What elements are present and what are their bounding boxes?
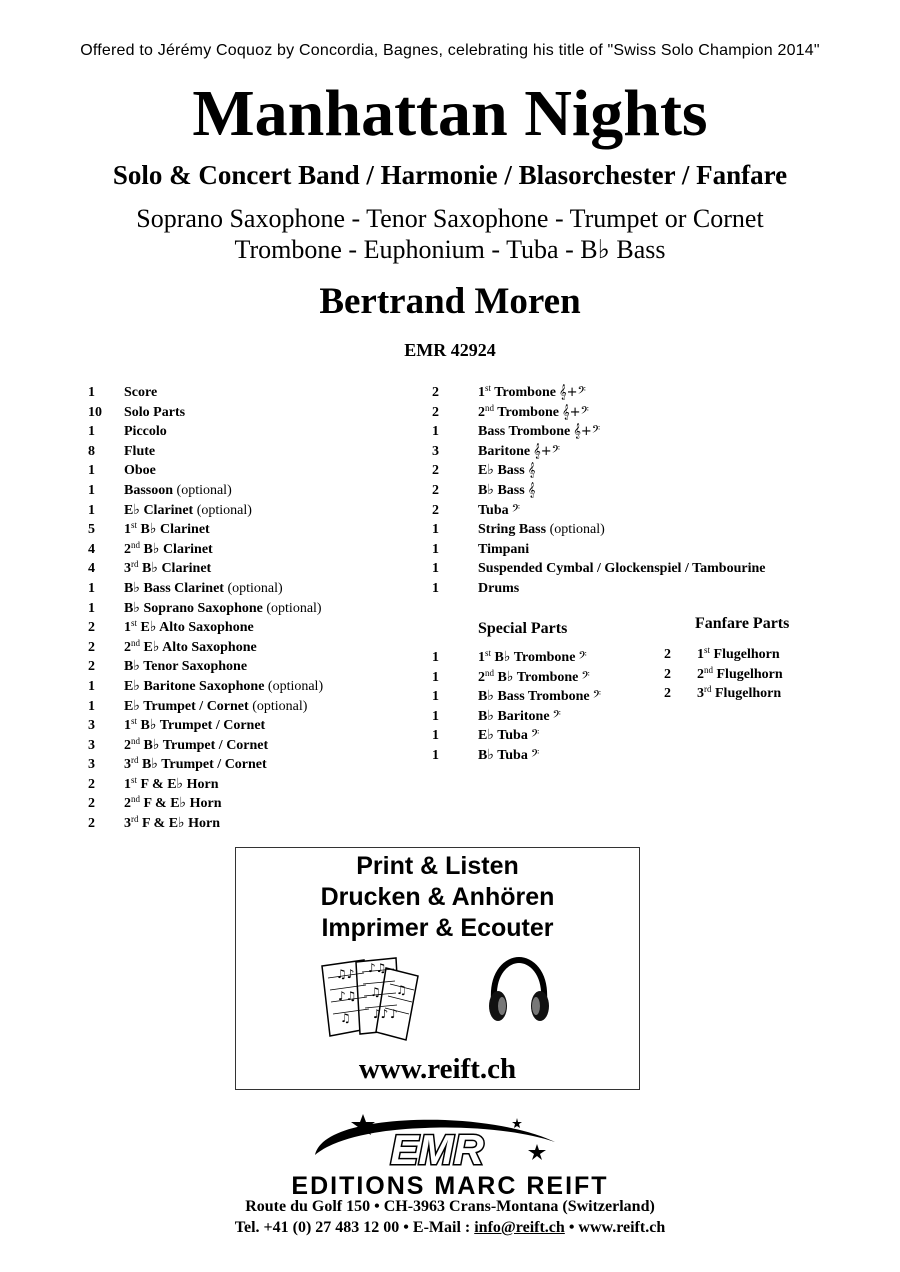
part-row: [664, 645, 844, 665]
part-name: B♭ Trumpet / Cornet: [140, 737, 269, 753]
headphones-icon: [484, 956, 554, 1031]
part-row: [432, 559, 812, 579]
part-row: [432, 501, 812, 521]
part-ordinal-suffix: rd: [131, 814, 139, 825]
part-quantity: 8: [88, 443, 95, 459]
part-name: Suspended Cymbal / Glockenspiel / Tambourine: [478, 561, 766, 577]
part-row: [88, 403, 408, 423]
part-ordinal: 1: [697, 647, 704, 662]
svg-text:♫: ♫: [396, 983, 407, 997]
part-name: E♭ Alto Saxophone: [140, 639, 257, 655]
part-note: (optional): [193, 502, 252, 518]
promo-line-german: Drucken & Anhören: [320, 883, 555, 911]
part-quantity: 10: [88, 404, 102, 420]
part-quantity: 2: [88, 639, 95, 655]
catalog-number: EMR 42924: [404, 340, 496, 360]
promo-line-french: Imprimer & Ecouter: [321, 914, 554, 942]
part-ordinal: 3: [697, 686, 704, 702]
part-name: B♭ Trumpet / Cornet: [137, 718, 266, 734]
part-row: [88, 775, 408, 795]
composer-name: Bertrand Moren: [319, 281, 581, 322]
part-ordinal-suffix: st: [704, 645, 711, 655]
part-name: B♭ Clarinet: [140, 541, 213, 557]
part-row: [432, 746, 632, 766]
part-ordinal: 2: [478, 404, 485, 420]
part-row: [88, 657, 408, 677]
part-ordinal: 2: [124, 639, 131, 655]
part-row: [88, 422, 408, 442]
part-name: B♭ Bass Trombone: [478, 689, 590, 705]
clef-icon: 𝄢: [530, 747, 540, 763]
contact-email-link[interactable]: info@reift.ch: [474, 1219, 565, 1236]
part-note: (optional): [248, 698, 308, 714]
part-name: Solo Parts: [124, 404, 186, 420]
publisher-contact: [0, 1219, 900, 1237]
part-ordinal-suffix: nd: [131, 794, 140, 805]
part-quantity: 2: [432, 482, 439, 498]
part-row: [88, 716, 408, 736]
part-name: B♭ Clarinet: [137, 522, 210, 538]
part-quantity: 1: [432, 669, 439, 685]
part-ordinal-suffix: st: [485, 648, 492, 658]
clef-icon: 𝄞+𝄢: [558, 385, 586, 400]
part-row: [432, 687, 632, 707]
part-quantity: 2: [88, 776, 95, 792]
part-ordinal-suffix: st: [131, 774, 138, 785]
part-row: [88, 814, 408, 834]
part-row: [88, 638, 408, 658]
svg-text:♪♪: ♪♪: [373, 1007, 389, 1021]
part-row: [88, 501, 408, 521]
part-row: [432, 540, 812, 560]
part-row: [88, 579, 408, 599]
part-ordinal-suffix: rd: [704, 684, 712, 695]
part-ordinal-suffix: nd: [131, 735, 140, 746]
contact-phone: Tel. +41 (0) 27 483 12 00 • E-Mail :: [234, 1219, 475, 1236]
part-ordinal-suffix: nd: [704, 664, 713, 675]
part-quantity: 1: [432, 561, 439, 577]
part-quantity: 2: [664, 686, 671, 702]
sheet-music-icon: [318, 956, 423, 1041]
svg-text:♪: ♪: [390, 1007, 398, 1021]
part-note: (optional): [262, 600, 322, 616]
part-row: [88, 677, 408, 697]
svg-text:♪♫: ♪♫: [368, 961, 387, 975]
part-row: [88, 794, 408, 814]
clef-icon: 𝄢: [552, 708, 561, 724]
part-quantity: 5: [88, 522, 95, 538]
part-ordinal: 1: [124, 522, 131, 538]
clef-icon: 𝄢: [592, 689, 601, 705]
part-name: Score: [124, 385, 158, 400]
part-quantity: 2: [88, 796, 95, 812]
part-name: B♭ Bass Clarinet: [124, 580, 224, 596]
fanfare-parts-heading: Fanfare Parts: [695, 615, 790, 632]
publisher-address: Route du Golf 150 • CH-3963 Crans-Montana (Switzerland): [245, 1198, 655, 1215]
clef-icon: 𝄞+𝄢: [533, 443, 561, 459]
clef-icon: 𝄞: [527, 463, 536, 479]
part-row: [88, 520, 408, 540]
part-name: B♭ Tuba: [478, 747, 528, 763]
part-quantity: 1: [432, 728, 439, 744]
part-quantity: 3: [88, 737, 95, 753]
part-name: Baritone: [478, 443, 531, 459]
part-quantity: 1: [432, 541, 439, 557]
clef-icon: 𝄢: [581, 669, 590, 685]
part-ordinal: 3: [124, 757, 131, 773]
part-row: [432, 579, 812, 599]
part-name: B♭ Trombone: [491, 650, 576, 665]
special-parts-heading: Special Parts: [478, 620, 568, 637]
svg-text:♫♪: ♫♪: [336, 967, 355, 981]
part-name: Oboe: [124, 463, 156, 479]
part-quantity: 1: [88, 698, 95, 714]
part-quantity: 2: [664, 647, 671, 662]
part-quantity: 2: [664, 666, 671, 682]
part-ordinal-suffix: nd: [131, 637, 140, 648]
part-name: Drums: [478, 580, 520, 596]
parts-list-left: [88, 383, 408, 834]
part-name: E♭ Trumpet / Cornet: [124, 698, 249, 714]
part-row: [432, 520, 812, 540]
promo-website-url[interactable]: www.reift.ch: [358, 1053, 517, 1085]
part-name: Trombone: [491, 385, 556, 400]
part-name: Piccolo: [124, 424, 167, 440]
part-name: B♭ Clarinet: [138, 561, 212, 577]
svg-text:♪♫: ♪♫: [338, 989, 357, 1003]
part-row: [432, 707, 632, 727]
part-ordinal-suffix: rd: [131, 755, 139, 766]
part-row: [88, 442, 408, 462]
print-listen-box: [235, 847, 640, 1090]
fanfare-parts-list: [664, 645, 844, 704]
part-name: Bass Trombone: [478, 424, 571, 440]
part-ordinal-suffix: nd: [131, 539, 140, 550]
part-quantity: 4: [88, 561, 95, 577]
part-name: Flugelhorn: [713, 666, 783, 682]
svg-text:♫: ♫: [340, 1011, 351, 1025]
part-row: [432, 422, 812, 442]
part-quantity: 2: [432, 502, 439, 518]
part-row: [664, 684, 844, 704]
part-name: Bassoon: [124, 482, 174, 498]
part-note: (optional): [223, 580, 283, 596]
clef-icon: 𝄢: [578, 650, 587, 665]
part-name: E♭ Alto Saxophone: [137, 620, 254, 636]
clef-icon: 𝄞: [527, 482, 536, 498]
part-quantity: 1: [88, 600, 95, 616]
part-quantity: 1: [88, 580, 95, 596]
page-title: Manhattan Nights: [192, 77, 708, 150]
part-quantity: 2: [432, 385, 439, 400]
part-name: Trombone: [494, 404, 559, 420]
part-quantity: 1: [432, 522, 439, 538]
part-row: [88, 481, 408, 501]
part-name: Flugelhorn: [710, 647, 780, 662]
part-quantity: 1: [88, 482, 95, 498]
part-quantity: 1: [88, 424, 95, 440]
part-quantity: 1: [432, 580, 439, 596]
part-quantity: 1: [432, 424, 439, 440]
contact-website: • www.reift.ch: [564, 1219, 666, 1236]
part-note: (optional): [264, 678, 324, 694]
part-row: [88, 540, 408, 560]
part-quantity: 2: [432, 404, 439, 420]
part-name: B♭ Tenor Saxophone: [124, 659, 248, 675]
part-row: [432, 442, 812, 462]
part-quantity: 3: [432, 443, 439, 459]
part-name: E♭ Baritone Saxophone: [124, 678, 265, 694]
part-row: [88, 461, 408, 481]
part-ordinal-suffix: st: [485, 383, 492, 393]
part-name: Tuba: [478, 502, 509, 518]
parts-list-right: [432, 383, 812, 599]
part-quantity: 2: [432, 463, 439, 479]
part-row: [432, 383, 812, 403]
part-ordinal: 1: [124, 718, 131, 734]
part-quantity: 1: [432, 747, 439, 763]
part-ordinal: 3: [124, 816, 131, 832]
part-quantity: 4: [88, 541, 95, 557]
emr-logo-text: EMR: [390, 1126, 484, 1172]
part-ordinal-suffix: nd: [485, 667, 494, 678]
part-name: E♭ Bass: [478, 463, 525, 479]
part-quantity: 2: [88, 659, 95, 675]
part-quantity: 1: [432, 689, 439, 705]
clef-icon: 𝄢: [530, 728, 540, 744]
part-row: [88, 736, 408, 756]
part-name: F & E♭ Horn: [140, 796, 222, 812]
part-note: (optional): [546, 522, 605, 538]
part-row: [664, 665, 844, 685]
part-row: [88, 755, 408, 775]
part-quantity: 1: [432, 650, 439, 665]
part-ordinal: 2: [697, 666, 704, 682]
part-name: Timpani: [478, 541, 530, 557]
part-ordinal: 2: [124, 737, 131, 753]
part-ordinal-suffix: st: [131, 618, 138, 629]
part-ordinal-suffix: nd: [485, 402, 494, 413]
part-name: E♭ Clarinet: [124, 502, 194, 518]
promo-line-english: Print & Listen: [356, 852, 519, 880]
part-row: [432, 461, 812, 481]
clef-icon: 𝄞+𝄢: [573, 424, 601, 440]
publisher-name: EDITIONS MARC REIFT: [291, 1172, 609, 1200]
part-quantity: 1: [88, 502, 95, 518]
part-quantity: 3: [88, 718, 95, 734]
part-ordinal: 3: [124, 561, 131, 577]
part-name: F & E♭ Horn: [137, 776, 219, 792]
part-name: B♭ Soprano Saxophone: [124, 600, 263, 616]
part-ordinal: 1: [124, 620, 131, 636]
part-ordinal: 2: [124, 796, 131, 812]
part-row: [432, 481, 812, 501]
part-quantity: 1: [88, 463, 95, 479]
part-row: [432, 668, 632, 688]
part-note: (optional): [173, 482, 232, 498]
solo-instruments-line-2: Trombone - Euphonium - Tuba - B♭ Bass: [234, 235, 666, 264]
part-name: F & E♭ Horn: [138, 816, 221, 832]
part-name: String Bass: [478, 522, 547, 538]
special-parts-list: [432, 648, 632, 766]
part-name: B♭ Trumpet / Cornet: [138, 757, 267, 773]
part-ordinal-suffix: st: [131, 520, 138, 531]
part-ordinal: 1: [478, 385, 485, 400]
part-row: [88, 697, 408, 717]
part-quantity: 1: [88, 678, 95, 694]
part-row: [88, 599, 408, 619]
part-name: B♭ Baritone: [478, 708, 550, 724]
part-row: [432, 403, 812, 423]
part-ordinal-suffix: rd: [131, 559, 139, 570]
emr-logo: [305, 1110, 565, 1172]
part-ordinal: 2: [124, 541, 131, 557]
part-name: Flugelhorn: [711, 686, 782, 702]
svg-text:♫: ♫: [370, 985, 381, 999]
clef-icon: 𝄢: [511, 502, 520, 518]
part-quantity: 1: [432, 708, 439, 724]
part-name: B♭ Bass: [478, 482, 525, 498]
part-ordinal: 1: [478, 650, 485, 665]
part-row: [88, 383, 408, 403]
solo-instruments-line-1: Soprano Saxophone - Tenor Saxophone - Trumpet or Cornet: [136, 204, 764, 233]
part-quantity: 3: [88, 757, 95, 773]
part-quantity: 2: [88, 816, 95, 832]
part-row: [432, 648, 632, 668]
part-name: B♭ Trombone: [494, 669, 579, 685]
subtitle: Solo & Concert Band / Harmonie / Blasorchester / Fanfare: [112, 160, 788, 190]
part-ordinal: 1: [124, 776, 131, 792]
part-row: [88, 618, 408, 638]
part-quantity: 1: [88, 385, 95, 400]
part-row: [88, 559, 408, 579]
part-name: E♭ Tuba: [478, 728, 528, 744]
part-quantity: 2: [88, 620, 95, 636]
part-row: [432, 726, 632, 746]
part-name: Flute: [124, 443, 156, 459]
part-ordinal-suffix: st: [131, 716, 138, 727]
clef-icon: 𝄞+𝄢: [561, 404, 589, 420]
dedication-line: Offered to Jérémy Coquoz by Concordia, Bagnes, celebrating his title of "Swiss Solo Champion 2014": [80, 42, 820, 59]
part-ordinal: 2: [478, 669, 485, 685]
